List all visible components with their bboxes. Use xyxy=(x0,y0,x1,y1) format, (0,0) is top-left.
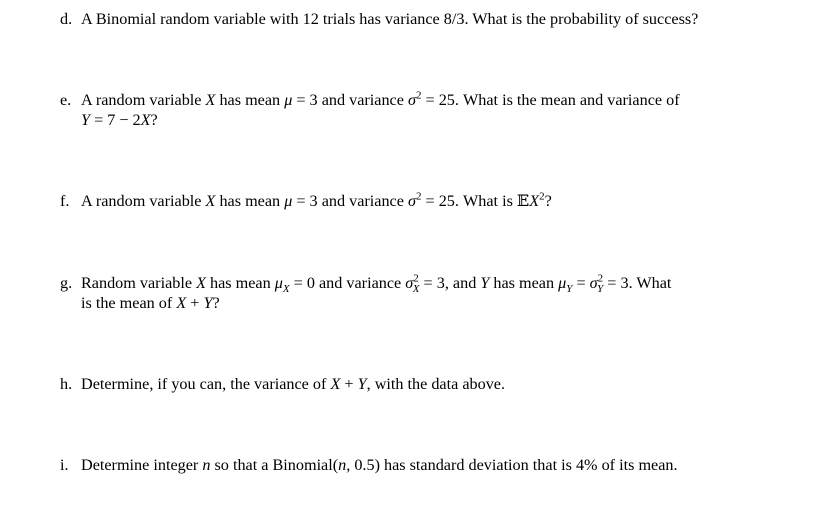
math-sub: X xyxy=(282,283,290,296)
math-var: X xyxy=(140,111,151,129)
problem-label: i. xyxy=(60,456,69,474)
math-var: μ xyxy=(284,91,293,109)
math-var: X xyxy=(196,274,206,292)
math-sup: 2 xyxy=(539,190,545,203)
problem-h xyxy=(60,374,800,394)
problem-text: , 0.5) has standard deviation that is 4% of its mean. xyxy=(346,456,678,474)
math-var: Y xyxy=(480,274,490,292)
problem-text: Random variable xyxy=(81,274,197,292)
problem-text: has mean xyxy=(215,192,285,210)
math-sup: 2 xyxy=(597,272,604,285)
math-var: σ xyxy=(405,274,414,292)
problem-label: d. xyxy=(60,10,73,28)
math-sub: X xyxy=(412,283,420,296)
expectation-symbol: 𝔼 xyxy=(516,191,530,210)
problem-text: = 3. What xyxy=(603,274,672,292)
math-var: X xyxy=(529,192,540,210)
problem-text: A Binomial random variable with 12 trials has variance 8/3. What is the probability of success? xyxy=(81,10,699,28)
math-var: n xyxy=(202,456,211,474)
problem-text: has mean xyxy=(215,91,285,109)
math-sup: 2 xyxy=(415,89,422,102)
math-var: μ xyxy=(284,192,293,210)
math-var: σ xyxy=(589,274,598,292)
math-var: μ xyxy=(558,274,567,292)
problem-text: ? xyxy=(150,111,158,129)
problem-text: + xyxy=(186,294,204,312)
math-sup: 2 xyxy=(413,272,419,285)
problem-text: A random variable xyxy=(81,91,206,109)
problem-text: has mean xyxy=(489,274,559,292)
problem-text: = 25. What is the mean and variance of xyxy=(421,91,680,109)
problem-text: + xyxy=(340,375,358,393)
problem-text: ? xyxy=(544,192,552,210)
math-var: X xyxy=(205,192,216,210)
problem-label: h. xyxy=(60,375,73,393)
problem-text: = 25. What is xyxy=(421,192,517,210)
problem-text: = 7 − 2 xyxy=(90,111,141,129)
math-var: μ xyxy=(274,274,283,292)
problem-text: Determine integer xyxy=(81,456,203,474)
math-sup: 2 xyxy=(415,190,422,203)
problem-text: ? xyxy=(212,294,220,312)
math-var: n xyxy=(338,456,347,474)
problem-label: e. xyxy=(60,91,72,109)
problem-label: f. xyxy=(60,192,70,210)
problem-i xyxy=(60,455,800,475)
problem-text: = 3 and variance xyxy=(292,91,408,109)
math-var: X xyxy=(176,294,187,312)
problem-text: = xyxy=(572,274,590,292)
math-var: X xyxy=(330,375,341,393)
problem-text: = 0 and variance xyxy=(289,274,406,292)
math-var: Y xyxy=(357,375,367,393)
problem-text: , with the data above. xyxy=(366,375,506,393)
math-var: σ xyxy=(407,91,416,109)
problem-label: g. xyxy=(60,274,73,292)
problem-text: = 3, and xyxy=(419,274,481,292)
problem-g xyxy=(60,273,800,313)
problem-text: Determine, if you can, the variance of xyxy=(81,375,331,393)
math-sub: Y xyxy=(597,283,604,296)
problem-text: A random variable xyxy=(81,192,206,210)
math-var: X xyxy=(205,91,216,109)
math-var: σ xyxy=(407,192,416,210)
problem-text: = 3 and variance xyxy=(292,192,408,210)
problem-text: so that a Binomial( xyxy=(210,456,339,474)
problem-d xyxy=(60,9,800,29)
math-var: Y xyxy=(81,111,91,129)
problem-text: is the mean of xyxy=(81,294,177,312)
math-var: Y xyxy=(203,294,213,312)
math-sub: Y xyxy=(566,283,573,296)
problem-e xyxy=(60,90,800,130)
problem-text: has mean xyxy=(205,274,275,292)
problem-f xyxy=(60,191,800,211)
